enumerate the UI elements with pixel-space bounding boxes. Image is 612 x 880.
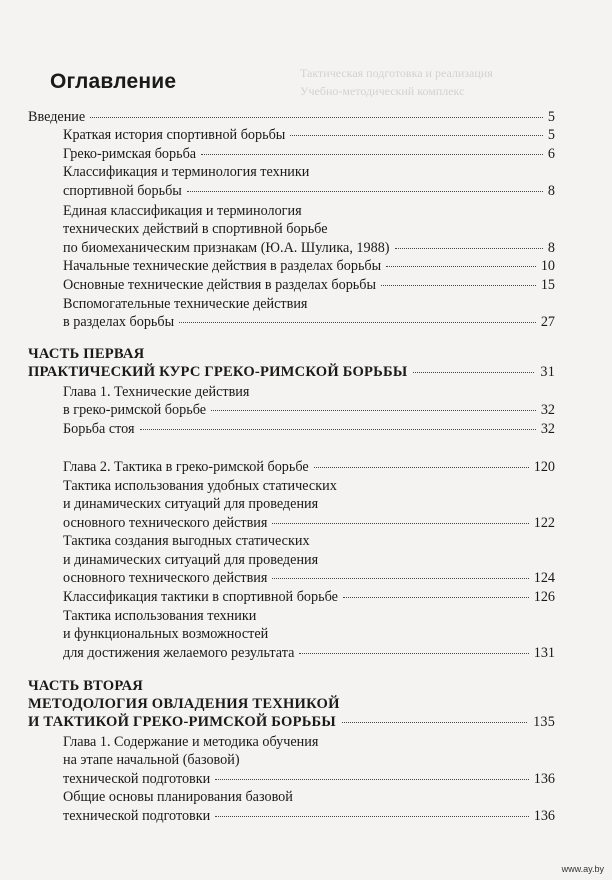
dot-leader	[215, 779, 528, 780]
toc-page-number: 15	[540, 277, 555, 293]
toc-entry-label: Глава 2. Тактика в греко-римской борьбе	[63, 459, 309, 475]
part-title: МЕТОДОЛОГИЯ ОВЛАДЕНИЯ ТЕХНИКОЙ	[28, 696, 340, 712]
toc-entry[interactable]	[63, 258, 555, 276]
toc-entry-label: Единая классификация и терминология	[63, 203, 302, 219]
toc-entry[interactable]	[63, 459, 555, 477]
toc-entry[interactable]	[63, 645, 555, 663]
part-title-entry[interactable]	[28, 714, 555, 731]
toc-entry[interactable]	[63, 515, 555, 533]
toc-page-number: 32	[540, 421, 555, 437]
toc-entry-label: Тактика создания выгодных статических	[63, 533, 310, 549]
dot-leader	[90, 117, 543, 118]
part-title-entry[interactable]	[28, 364, 555, 381]
toc-page-number: 32	[540, 402, 555, 418]
dot-leader	[201, 154, 543, 155]
toc-entry-label: по биомеханическим признакам (Ю.А. Шулика, 1988)	[63, 240, 390, 256]
dot-leader	[386, 266, 536, 267]
toc-page-number: 8	[547, 240, 555, 256]
toc-entry-label: и функциональных возможностей	[63, 626, 269, 642]
toc-entry-label: Основные технические действия в разделах борьбы	[63, 277, 377, 293]
toc-entry[interactable]	[63, 402, 555, 420]
site-watermark: www.ay.by	[561, 864, 604, 874]
toc-entry-label: Начальные технические действия в разделах борьбы	[63, 258, 382, 274]
toc-page-number: 10	[540, 258, 555, 274]
toc-entry[interactable]	[63, 570, 555, 588]
toc-entry-label: Глава 1. Технические действия	[63, 384, 250, 400]
bleed-through-text: Учебно-методический комплекс	[300, 84, 465, 98]
dot-leader	[314, 467, 529, 468]
toc-entry-label: Вспомогательные технические действия	[63, 296, 308, 312]
toc-entry-label: в разделах борьбы	[63, 314, 175, 330]
dot-leader	[215, 816, 528, 817]
toc-entry-label: Введение	[28, 109, 86, 125]
toc-entry-label: спортивной борьбы	[63, 183, 182, 199]
dot-leader	[211, 410, 536, 411]
toc-entry-label: на этапе начальной (базовой)	[63, 752, 240, 768]
toc-page-number: 124	[533, 570, 555, 586]
dot-leader	[140, 429, 536, 430]
dot-leader	[187, 191, 543, 192]
toc-entry-label: и динамических ситуаций для проведения	[63, 552, 319, 568]
dot-leader	[343, 597, 529, 598]
toc-entry-label: технической подготовки	[63, 808, 211, 824]
toc-entry-label: для достижения желаемого результата	[63, 645, 295, 661]
toc-entry[interactable]	[63, 277, 555, 295]
toc-entry[interactable]	[63, 240, 555, 258]
toc-page-number: 31	[540, 364, 555, 380]
part-heading: ЧАСТЬ ПЕРВАЯ	[28, 346, 145, 362]
toc-entry-label: Борьба стоя	[63, 421, 135, 437]
toc-page-number: 5	[547, 127, 555, 143]
toc-page-number: 27	[540, 314, 555, 330]
toc-entry[interactable]	[63, 183, 555, 201]
toc-entry-label: Классификация и терминология техники	[63, 164, 310, 180]
toc-page-number: 136	[533, 808, 555, 824]
toc-page-number: 122	[533, 515, 555, 531]
toc-entry[interactable]	[63, 127, 555, 145]
part-title: И ТАКТИКОЙ ГРЕКО-РИМСКОЙ БОРЬБЫ	[28, 714, 336, 730]
toc-entry[interactable]	[63, 808, 555, 826]
toc-entry-label: основного технического действия	[63, 570, 268, 586]
toc-entry[interactable]	[63, 314, 555, 332]
toc-page-number: 120	[533, 459, 555, 475]
toc-entry-label: Тактика использования техники	[63, 608, 257, 624]
dot-leader	[299, 653, 528, 654]
toc-page-number: 126	[533, 589, 555, 605]
toc-entry-intro[interactable]	[28, 109, 555, 127]
toc-entry-label: основного технического действия	[63, 515, 268, 531]
dot-leader	[413, 372, 534, 373]
toc-entry-label: Классификация тактики в спортивной борьбе	[63, 589, 338, 605]
dot-leader	[342, 722, 527, 723]
dot-leader	[395, 248, 543, 249]
dot-leader	[381, 285, 536, 286]
part-heading: ЧАСТЬ ВТОРАЯ	[28, 678, 144, 694]
dot-leader	[272, 578, 528, 579]
toc-entry-label: Греко-римская борьба	[63, 146, 197, 162]
toc-entry-label: в греко-римской борьбе	[63, 402, 207, 418]
dot-leader	[272, 523, 528, 524]
toc-page-number: 131	[533, 645, 555, 661]
toc-entry[interactable]	[63, 589, 555, 607]
toc-entry[interactable]	[63, 771, 555, 789]
toc-entry-label: и динамических ситуаций для проведения	[63, 496, 319, 512]
toc-page-number: 135	[533, 714, 555, 730]
toc-entry-label: Краткая история спортивной борьбы	[63, 127, 286, 143]
toc-heading: Оглавление	[50, 70, 177, 93]
toc-entry-label: технических действий в спортивной борьбе	[63, 221, 328, 237]
toc-entry[interactable]	[63, 146, 555, 164]
toc-entry-label: технической подготовки	[63, 771, 211, 787]
dot-leader	[290, 135, 543, 136]
toc-entry-label: Общие основы планирования базовой	[63, 789, 293, 805]
toc-page-number: 6	[547, 146, 555, 162]
toc-entry-label: Тактика использования удобных статических	[63, 478, 337, 494]
toc-entry-label: Глава 1. Содержание и методика обучения	[63, 734, 319, 750]
bleed-through-text: Тактическая подготовка и реализация	[300, 66, 493, 80]
dot-leader	[179, 322, 536, 323]
toc-entry[interactable]	[63, 421, 555, 439]
toc-page-number: 8	[547, 183, 555, 199]
part-title: ПРАКТИЧЕСКИЙ КУРС ГРЕКО-РИМСКОЙ БОРЬБЫ	[28, 364, 408, 380]
toc-page-number: 5	[547, 109, 555, 125]
toc-page-number: 136	[533, 771, 555, 787]
